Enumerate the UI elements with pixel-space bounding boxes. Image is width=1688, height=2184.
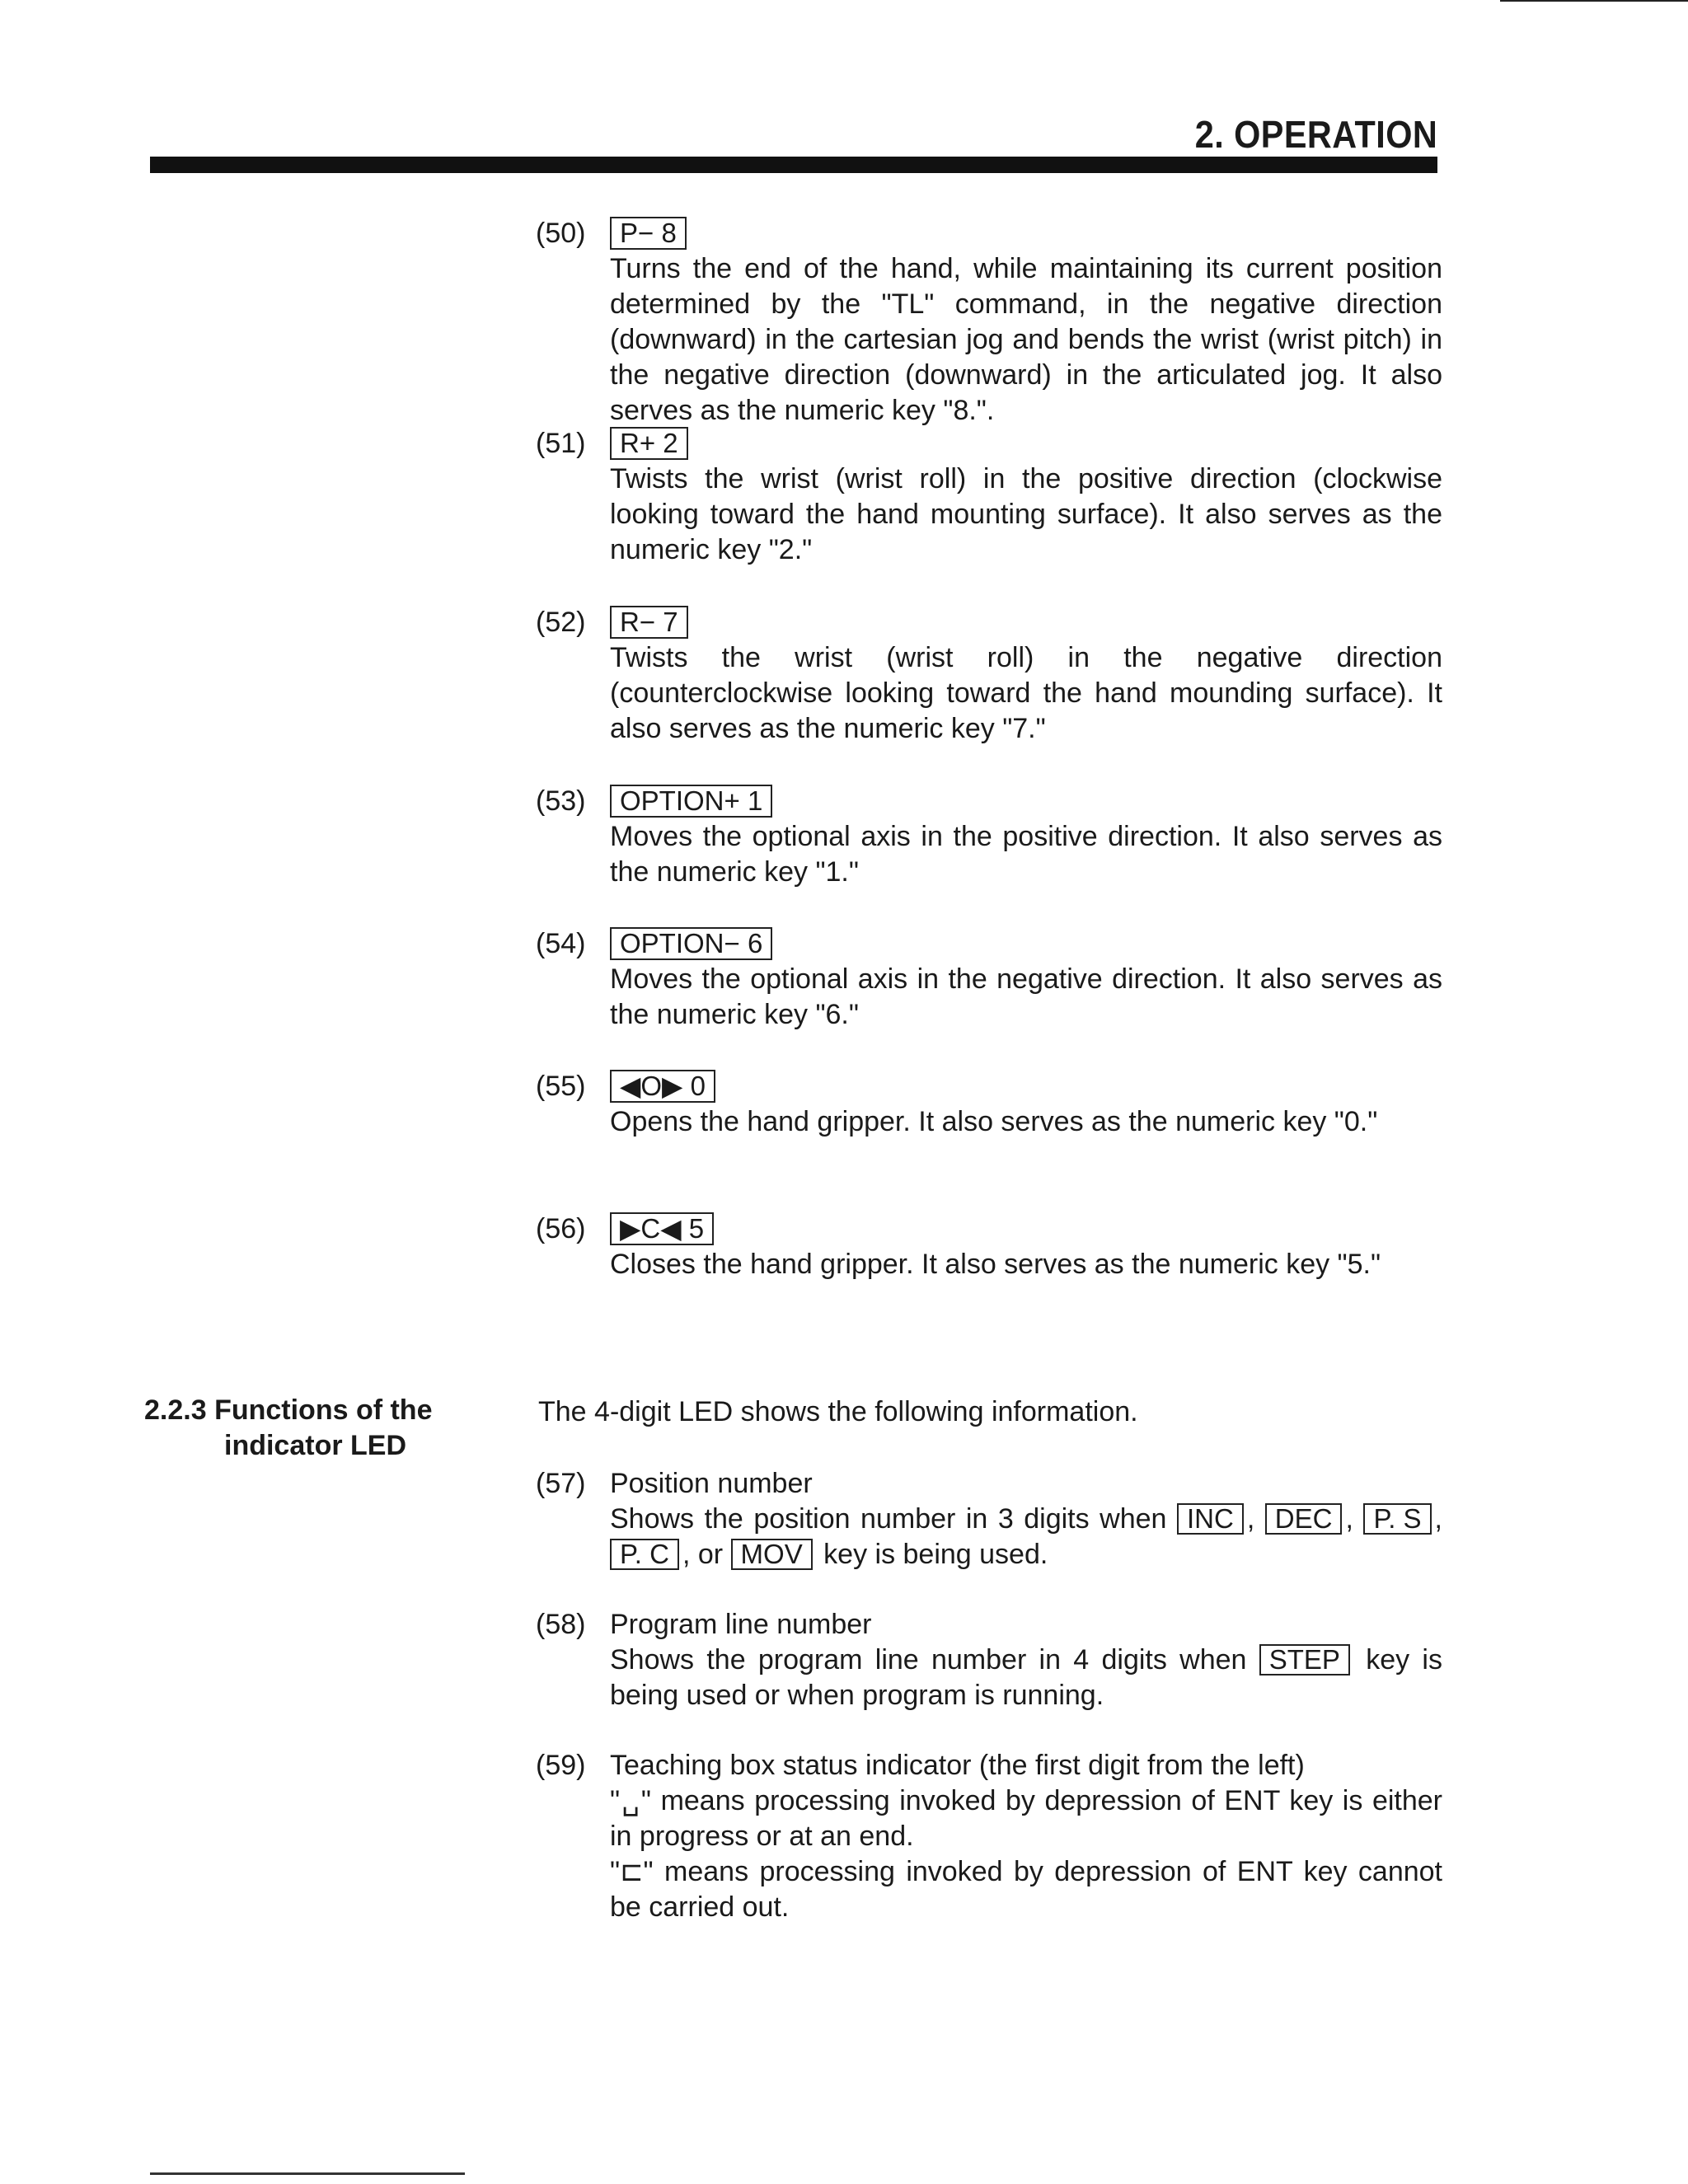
entry-description: Opens the hand gripper. It also serves as the numeric key "0." (610, 1106, 1378, 1137)
entry-description: Moves the optional axis in the positive direction. It also serves as the numeric key "1." (610, 821, 1442, 888)
key-label-inc: INC (1177, 1503, 1244, 1535)
key-label-p-minus-8: P− 8 (610, 217, 687, 250)
entry-title: Program line number (610, 1609, 872, 1640)
entry-description: Turns the end of the hand, while maintaining its current position determined by the "TL" command, in the negative direction (downward) in the cartesian jog and bends the wrist (wrist pitch) in the negative direction (downward) in the articulated jog. It also serves as the numeric key "8.". (610, 253, 1442, 426)
entry-number: (59) (536, 1750, 586, 1781)
key-label-option-plus-1: OPTION+ 1 (610, 785, 772, 818)
key-label-pc: P. C (610, 1539, 679, 1570)
entry-number: (55) (536, 1071, 586, 1102)
entry-text: Shows the position number in 3 digits when (610, 1503, 1167, 1535)
entry-number: (53) (536, 785, 586, 817)
entry-number: (54) (536, 928, 586, 959)
key-entry-52 (536, 605, 1442, 784)
entry-description (610, 1643, 1442, 1713)
led-descriptions (536, 1466, 1442, 1960)
key-label-gripper-close-5: ▶C◀ 5 (610, 1212, 714, 1245)
key-label-ps: P. S (1363, 1503, 1431, 1535)
key-entry-51 (536, 426, 1442, 605)
key-label-r-minus-7: R− 7 (610, 606, 688, 639)
subsection-heading (144, 1393, 490, 1464)
entry-number: (56) (536, 1213, 586, 1244)
key-entry-55 (536, 1069, 1442, 1212)
top-corner-rule (1500, 0, 1688, 2)
entry-description-ready: "␣" means processing invoked by depression of ENT key is either in progress or at an end. (610, 1785, 1442, 1852)
entry-text: key is being used. (823, 1539, 1048, 1570)
entry-number: (51) (536, 428, 586, 459)
entry-text: or (697, 1539, 724, 1570)
led-entry-59 (536, 1748, 1442, 1925)
key-label-r-plus-2: R+ 2 (610, 427, 688, 460)
entry-text: key is being used or when program is running. (610, 1644, 1442, 1711)
led-entry-57 (536, 1466, 1442, 1572)
key-label-mov: MOV (731, 1539, 813, 1570)
entry-text: Shows the program line number in 4 digits when (610, 1644, 1247, 1675)
entry-description: Twists the wrist (wrist roll) in the negative direction (counterclockwise looking toward the hand mounding surface). It also serves as the numeric key "7." (610, 642, 1442, 744)
led-intro: The 4-digit LED shows the following information. (538, 1396, 1138, 1427)
entry-description: Shows the position number in 3 digits when INC , DEC , P. S , P. C , or MOV key is being used. (610, 1503, 1442, 1570)
entry-description-error: "⊏" means processing invoked by depression of ENT key cannot be carried out. (610, 1856, 1442, 1923)
entry-number: (58) (536, 1609, 586, 1640)
entry-title: Teaching box status indicator (the first digit from the left) (610, 1750, 1305, 1781)
key-entry-50 (536, 216, 1442, 426)
header-rule (150, 157, 1437, 173)
key-label-gripper-open-0: ◀O▶ 0 (610, 1070, 715, 1103)
subsection-heading-line1: 2.2.3 Functions of the (144, 1394, 433, 1426)
entry-title: Position number (610, 1468, 813, 1499)
section-title: 2. OPERATION (1194, 113, 1437, 156)
entry-number: (50) (536, 218, 586, 249)
led-entry-58 (536, 1607, 1442, 1713)
key-label-dec: DEC (1265, 1503, 1343, 1535)
entry-description: Moves the optional axis in the negative direction. It also serves as the numeric key "6." (610, 963, 1442, 1030)
key-entry-54 (536, 926, 1442, 1069)
key-label-option-minus-6: OPTION− 6 (610, 927, 772, 960)
entry-number: (52) (536, 607, 586, 638)
key-entry-56 (536, 1212, 1442, 1354)
key-label-step: STEP (1259, 1644, 1350, 1675)
entry-description: Closes the hand gripper. It also serves as the numeric key "5." (610, 1249, 1381, 1280)
entry-number: (57) (536, 1468, 586, 1499)
subsection-heading-line2: indicator LED (224, 1430, 407, 1461)
key-descriptions (536, 216, 1442, 1354)
footer-rule (150, 2172, 465, 2175)
entry-description: Twists the wrist (wrist roll) in the positive direction (clockwise looking toward the hand mounting surface). It also serves as the numeric key "2." (610, 463, 1442, 565)
key-entry-53 (536, 784, 1442, 926)
